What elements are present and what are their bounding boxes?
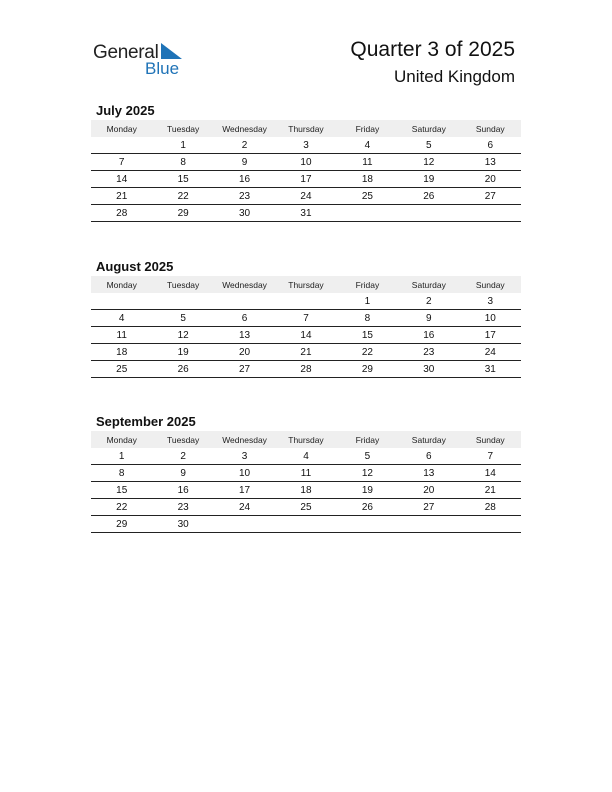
week-row xyxy=(91,482,521,499)
day-cell: 28 xyxy=(460,499,521,516)
day-cell: 18 xyxy=(337,171,398,188)
day-cell: 29 xyxy=(337,361,398,378)
week-row xyxy=(91,188,521,205)
day-cell: 29 xyxy=(152,205,213,222)
day-cell: 23 xyxy=(214,188,275,205)
weekday-header: Friday xyxy=(337,431,398,448)
day-cell: 23 xyxy=(152,499,213,516)
day-cell: 31 xyxy=(460,361,521,378)
day-cell: 3 xyxy=(214,448,275,465)
weekday-header: Thursday xyxy=(275,276,336,293)
day-cell: 4 xyxy=(337,137,398,154)
day-cell xyxy=(398,516,459,533)
week-row xyxy=(91,205,521,222)
day-cell: 18 xyxy=(275,482,336,499)
day-cell: 31 xyxy=(275,205,336,222)
weekday-header: Monday xyxy=(91,120,152,137)
calendar-table xyxy=(91,120,521,222)
weekday-header: Monday xyxy=(91,431,152,448)
day-cell: 2 xyxy=(152,448,213,465)
day-cell: 5 xyxy=(398,137,459,154)
day-cell: 14 xyxy=(275,327,336,344)
day-cell: 8 xyxy=(91,465,152,482)
page-title: Quarter 3 of 2025 xyxy=(350,38,515,61)
month-title: July 2025 xyxy=(96,103,155,118)
weekday-header: Friday xyxy=(337,276,398,293)
day-cell: 15 xyxy=(152,171,213,188)
day-cell: 27 xyxy=(460,188,521,205)
weekday-header: Saturday xyxy=(398,120,459,137)
day-cell: 14 xyxy=(460,465,521,482)
logo-blue-text: Blue xyxy=(145,59,180,78)
day-cell: 9 xyxy=(214,154,275,171)
day-cell: 23 xyxy=(398,344,459,361)
week-row xyxy=(91,293,521,310)
weekday-header: Saturday xyxy=(398,431,459,448)
day-cell: 27 xyxy=(398,499,459,516)
day-cell: 17 xyxy=(460,327,521,344)
day-cell: 25 xyxy=(91,361,152,378)
day-cell: 11 xyxy=(275,465,336,482)
day-cell xyxy=(460,205,521,222)
day-cell: 17 xyxy=(214,482,275,499)
day-cell: 24 xyxy=(460,344,521,361)
day-cell: 28 xyxy=(91,205,152,222)
day-cell: 1 xyxy=(91,448,152,465)
calendar-body xyxy=(91,293,521,378)
day-cell xyxy=(337,516,398,533)
day-cell: 15 xyxy=(91,482,152,499)
day-cell: 4 xyxy=(275,448,336,465)
weekday-header: Tuesday xyxy=(152,431,213,448)
day-cell: 27 xyxy=(214,361,275,378)
weekday-header-row xyxy=(91,431,521,448)
day-cell: 22 xyxy=(152,188,213,205)
day-cell: 2 xyxy=(398,293,459,310)
day-cell: 19 xyxy=(398,171,459,188)
day-cell: 9 xyxy=(152,465,213,482)
day-cell: 24 xyxy=(214,499,275,516)
calendar-table xyxy=(91,276,521,378)
weekday-header: Wednesday xyxy=(214,120,275,137)
week-row xyxy=(91,171,521,188)
day-cell: 15 xyxy=(337,327,398,344)
week-row xyxy=(91,154,521,171)
weekday-header: Thursday xyxy=(275,431,336,448)
weekday-header: Sunday xyxy=(460,120,521,137)
calendar-body xyxy=(91,137,521,222)
day-cell: 21 xyxy=(91,188,152,205)
calendar-body xyxy=(91,448,521,533)
day-cell: 6 xyxy=(214,310,275,327)
day-cell: 5 xyxy=(337,448,398,465)
day-cell xyxy=(275,516,336,533)
day-cell: 20 xyxy=(398,482,459,499)
day-cell: 26 xyxy=(398,188,459,205)
month-july xyxy=(91,102,521,222)
day-cell: 12 xyxy=(152,327,213,344)
day-cell: 10 xyxy=(275,154,336,171)
day-cell: 29 xyxy=(91,516,152,533)
weekday-header: Sunday xyxy=(460,276,521,293)
weekday-header: Tuesday xyxy=(152,120,213,137)
country-subtitle: United Kingdom xyxy=(394,67,515,86)
day-cell: 17 xyxy=(275,171,336,188)
weekday-header: Monday xyxy=(91,276,152,293)
day-cell: 8 xyxy=(337,310,398,327)
month-september xyxy=(91,413,521,533)
day-cell: 16 xyxy=(398,327,459,344)
day-cell xyxy=(460,516,521,533)
weekday-header: Tuesday xyxy=(152,276,213,293)
weekday-header: Wednesday xyxy=(214,431,275,448)
day-cell: 21 xyxy=(275,344,336,361)
day-cell xyxy=(275,293,336,310)
day-cell: 30 xyxy=(214,205,275,222)
day-cell: 16 xyxy=(152,482,213,499)
day-cell: 19 xyxy=(152,344,213,361)
day-cell: 28 xyxy=(275,361,336,378)
day-cell xyxy=(398,205,459,222)
day-cell: 16 xyxy=(214,171,275,188)
week-row xyxy=(91,310,521,327)
day-cell: 7 xyxy=(460,448,521,465)
day-cell: 2 xyxy=(214,137,275,154)
day-cell: 4 xyxy=(91,310,152,327)
day-cell: 5 xyxy=(152,310,213,327)
month-title: September 2025 xyxy=(96,414,196,429)
day-cell: 13 xyxy=(398,465,459,482)
weekday-header: Saturday xyxy=(398,276,459,293)
week-row xyxy=(91,137,521,154)
day-cell: 12 xyxy=(337,465,398,482)
week-row xyxy=(91,344,521,361)
week-row xyxy=(91,516,521,533)
day-cell: 6 xyxy=(460,137,521,154)
weekday-header-row xyxy=(91,120,521,137)
month-august xyxy=(91,258,521,378)
day-cell: 1 xyxy=(152,137,213,154)
day-cell: 21 xyxy=(460,482,521,499)
week-row xyxy=(91,465,521,482)
day-cell: 1 xyxy=(337,293,398,310)
day-cell: 7 xyxy=(275,310,336,327)
month-title: August 2025 xyxy=(96,259,174,274)
day-cell xyxy=(337,205,398,222)
day-cell: 14 xyxy=(91,171,152,188)
week-row xyxy=(91,361,521,378)
day-cell xyxy=(152,293,213,310)
day-cell: 20 xyxy=(460,171,521,188)
day-cell: 22 xyxy=(91,499,152,516)
day-cell: 9 xyxy=(398,310,459,327)
weekday-header: Sunday xyxy=(460,431,521,448)
day-cell: 20 xyxy=(214,344,275,361)
day-cell: 13 xyxy=(460,154,521,171)
day-cell: 10 xyxy=(460,310,521,327)
day-cell: 24 xyxy=(275,188,336,205)
day-cell xyxy=(91,137,152,154)
day-cell: 13 xyxy=(214,327,275,344)
day-cell: 11 xyxy=(91,327,152,344)
day-cell: 6 xyxy=(398,448,459,465)
day-cell: 26 xyxy=(337,499,398,516)
day-cell: 8 xyxy=(152,154,213,171)
day-cell: 18 xyxy=(91,344,152,361)
day-cell: 19 xyxy=(337,482,398,499)
day-cell: 3 xyxy=(460,293,521,310)
day-cell: 22 xyxy=(337,344,398,361)
day-cell: 30 xyxy=(398,361,459,378)
day-cell: 12 xyxy=(398,154,459,171)
logo xyxy=(93,40,203,80)
weekday-header: Friday xyxy=(337,120,398,137)
weekday-header-row xyxy=(91,276,521,293)
day-cell: 10 xyxy=(214,465,275,482)
day-cell: 30 xyxy=(152,516,213,533)
logo-general-text: General xyxy=(93,42,159,63)
day-cell: 7 xyxy=(91,154,152,171)
day-cell: 25 xyxy=(337,188,398,205)
day-cell: 25 xyxy=(275,499,336,516)
day-cell xyxy=(91,293,152,310)
weekday-header: Wednesday xyxy=(214,276,275,293)
week-row xyxy=(91,327,521,344)
week-row xyxy=(91,448,521,465)
day-cell xyxy=(214,516,275,533)
calendar-table xyxy=(91,431,521,533)
day-cell: 11 xyxy=(337,154,398,171)
week-row xyxy=(91,499,521,516)
day-cell: 3 xyxy=(275,137,336,154)
day-cell: 26 xyxy=(152,361,213,378)
day-cell xyxy=(214,293,275,310)
weekday-header: Thursday xyxy=(275,120,336,137)
